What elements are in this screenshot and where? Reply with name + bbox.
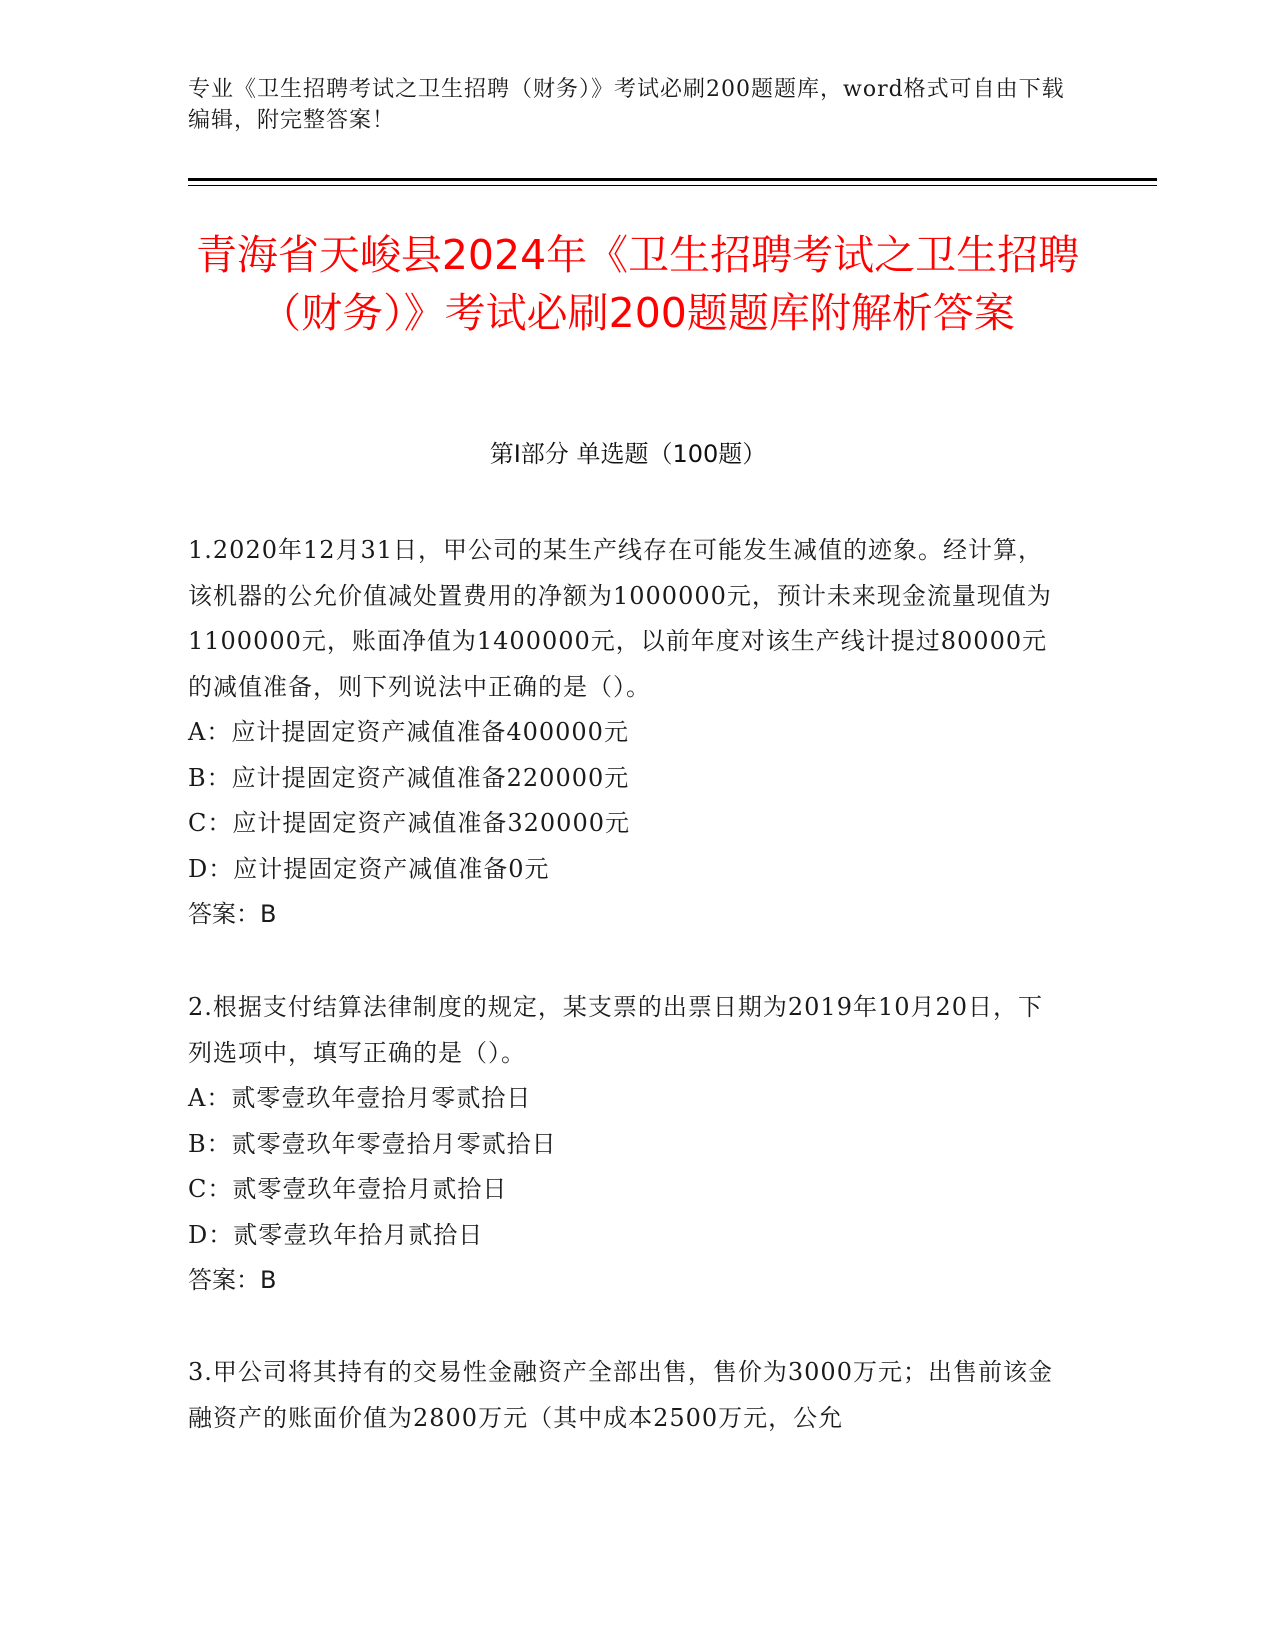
question-1 <box>188 528 1068 938</box>
option-d: D：应计提固定资产减值准备0元 <box>188 854 550 883</box>
option-a: A：贰零壹玖年壹拾月零贰拾日 <box>188 1084 532 1112</box>
question-stem: 1.2020年12月31日，甲公司的某生产线存在可能发生减值的迹象。经计算，该机器的公允价值减处置费用的净额为1000000元，预计未来现金流量现值为1100000元，账面净值为1400000元，以前年度对该生产线计提过80000元的减值准备，则下列说法中正确的是（）。 <box>188 536 1052 701</box>
question-stem: 3.甲公司将其持有的交易性金融资产全部出售，售价为3000万元；出售前该金融资产的账面价值为2800万元（其中成本2500万元，公允 <box>188 1358 1053 1432</box>
header-rule-thick <box>188 178 1157 181</box>
question-2 <box>188 985 1068 1304</box>
option-b: B：应计提固定资产减值准备220000元 <box>188 763 630 792</box>
question-stem: 2.根据支付结算法律制度的规定，某支票的出票日期为2019年10月20日，下列选项中，填写正确的是（）。 <box>188 993 1044 1067</box>
question-3 <box>188 1350 1068 1441</box>
option-a: A：应计提固定资产减值准备400000元 <box>188 718 629 746</box>
answer: 答案：B <box>188 1266 277 1294</box>
document-title: 青海省天峻县2024年《卫生招聘考试之卫生招聘（财务）》考试必刷200题题库附解析答案 <box>195 231 1080 337</box>
option-c: C：贰零壹玖年壹拾月贰拾日 <box>188 1175 508 1203</box>
section-title: 第Ⅰ部分 单选题（100题） <box>489 440 767 468</box>
option-b: B：贰零壹玖年零壹拾月零贰拾日 <box>188 1129 557 1158</box>
header-note: 专业《卫生招聘考试之卫生招聘（财务）》考试必刷200题题库，word格式可自由下载编辑，附完整答案！ <box>188 77 1065 133</box>
answer: 答案：B <box>188 900 277 928</box>
option-d: D：贰零壹玖年拾月贰拾日 <box>188 1220 484 1249</box>
option-c: C：应计提固定资产减值准备320000元 <box>188 809 630 837</box>
header-rule-thin <box>188 185 1157 186</box>
